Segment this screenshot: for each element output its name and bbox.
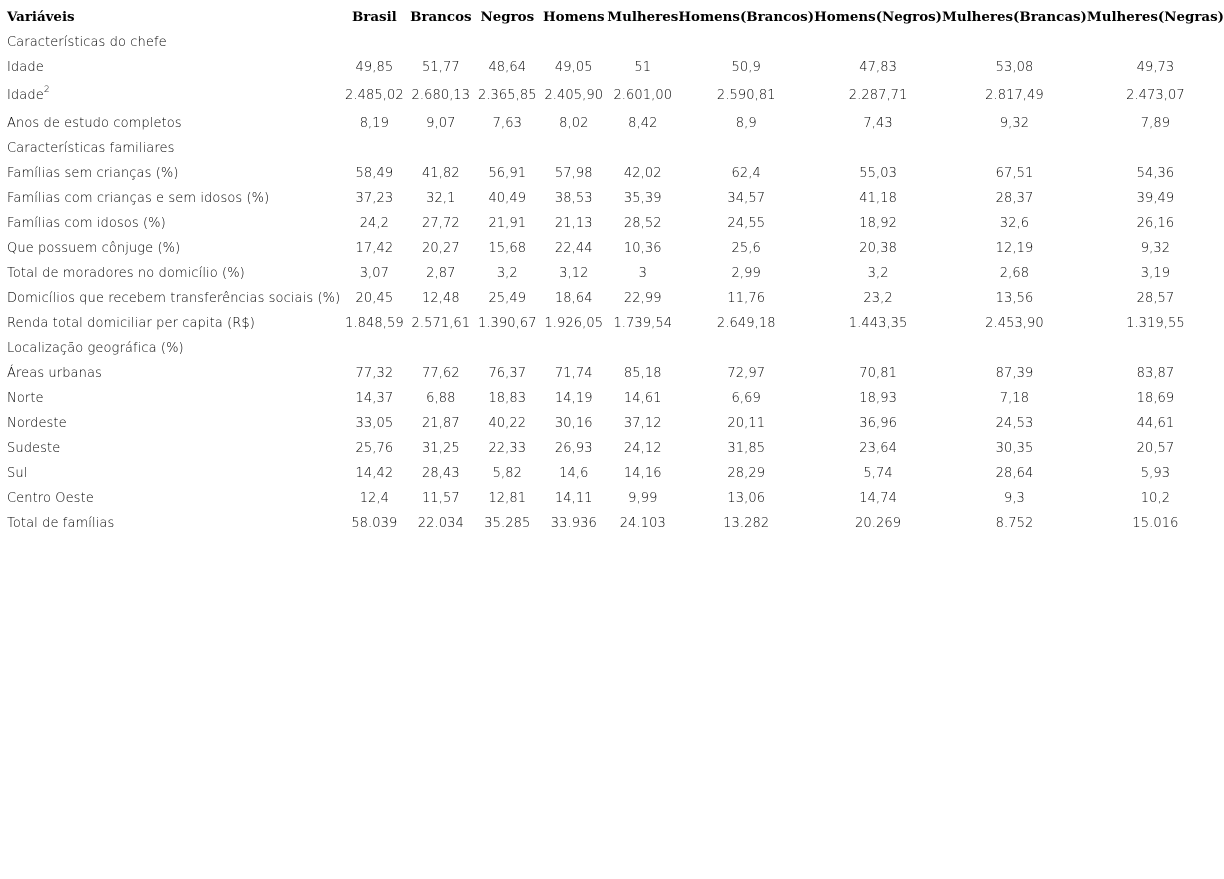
table-cell: 9,07: [426, 116, 456, 131]
table-cell: 20.269: [855, 516, 902, 531]
table-cell: 40,22: [488, 416, 527, 431]
table-cell: [540, 136, 607, 161]
table-cell: 20,38: [859, 241, 897, 256]
table-cell: 33,05: [355, 416, 394, 431]
table-cell: 21,91: [488, 216, 527, 231]
table-cell: [678, 336, 814, 361]
table-cell: 21,13: [554, 216, 593, 231]
table-cell: 24.103: [619, 516, 666, 531]
table-cell: 3: [638, 266, 647, 281]
table-row: [4, 161, 1224, 186]
table-cell: 28,57: [1136, 291, 1175, 306]
table-row: [4, 311, 1224, 336]
row-label-text: Renda total domiciliar per capita (R$): [7, 316, 255, 331]
table-cell: 7,43: [863, 116, 893, 131]
table-cell: 58.039: [351, 516, 398, 531]
row-label: [4, 111, 341, 136]
row-label-text: Sudeste: [7, 441, 61, 456]
table-cell: 8,42: [628, 116, 658, 131]
table-cell: 24,55: [727, 216, 766, 231]
table-cell: 25,49: [488, 291, 527, 306]
row-label: [4, 361, 341, 386]
table-cell: 13,06: [727, 491, 766, 506]
table-cell: [678, 30, 814, 55]
table-cell: 5,82: [492, 466, 522, 481]
table-cell: [607, 336, 678, 361]
section-label: [4, 30, 341, 55]
table-cell: 35.285: [484, 516, 531, 531]
table-cell: 13.282: [723, 516, 770, 531]
table-cell: 2.365,85: [477, 88, 537, 103]
table-cell: 32,1: [426, 191, 456, 206]
table-row: [4, 511, 1224, 536]
table-cell: 7,63: [492, 116, 522, 131]
table-row: [4, 461, 1224, 486]
header-negros: Negros: [480, 9, 535, 25]
table-cell: 2.453,90: [985, 316, 1044, 331]
table-cell: 20,57: [1136, 441, 1175, 456]
table-cell: 3,07: [359, 266, 390, 281]
row-label-text: Domicílios que recebem transferências sociais (%): [7, 291, 341, 306]
row-label-text: Características do chefe: [7, 35, 167, 50]
row-label-text: Sul: [7, 466, 28, 481]
table-cell: 26,93: [554, 441, 593, 456]
table-cell: 3,12: [559, 266, 589, 281]
row-label-superscript: 2: [43, 85, 50, 95]
table-cell: 7,89: [1140, 116, 1171, 131]
table-cell: 6,88: [426, 391, 456, 406]
table-cell: [474, 136, 540, 161]
table-cell: 76,37: [488, 366, 527, 381]
table-cell: 9,99: [628, 491, 658, 506]
table-cell: 2.817,49: [985, 88, 1044, 103]
table-cell: 17,42: [355, 241, 394, 256]
row-label: [4, 436, 341, 461]
table-cell: 2.601,00: [613, 88, 673, 103]
table-cell: 2.287,71: [848, 88, 908, 103]
table-cell: 12,4: [359, 491, 390, 506]
row-label-text: Idade: [7, 88, 44, 103]
table-cell: 28,29: [727, 466, 766, 481]
table-cell: 37,23: [355, 191, 394, 206]
table-cell: [1087, 136, 1224, 161]
section-row: [4, 30, 1224, 55]
row-label-text: Total de famílias: [7, 516, 115, 531]
table-cell: [1087, 336, 1224, 361]
row-label-text: Anos de estudo completos: [7, 116, 182, 131]
row-label: [4, 461, 341, 486]
table-cell: 18,83: [488, 391, 527, 406]
table-cell: 39,49: [1136, 191, 1175, 206]
table-cell: 67,51: [995, 166, 1034, 181]
table-cell: 1.443,35: [848, 316, 908, 331]
row-label-text: Idade: [7, 60, 44, 75]
table-cell: 49,85: [355, 60, 394, 75]
table-cell: [540, 336, 607, 361]
table-cell: 25,6: [731, 241, 761, 256]
table-cell: 10,2: [1140, 491, 1171, 506]
table-cell: [1087, 30, 1224, 55]
table-cell: 8,02: [559, 116, 589, 131]
table-cell: 37,12: [623, 416, 662, 431]
table-cell: 8.752: [995, 516, 1034, 531]
table-cell: 22,99: [623, 291, 662, 306]
table-cell: 7,18: [999, 391, 1030, 406]
row-label-text: Localização geográfica (%): [7, 341, 184, 356]
table-cell: 77,62: [421, 366, 460, 381]
table-cell: 41,82: [421, 166, 460, 181]
table-cell: 18,92: [859, 216, 897, 231]
table-cell: 50,9: [731, 60, 761, 75]
table-cell: 2.571,61: [411, 316, 471, 331]
row-label-text: Nordeste: [7, 416, 67, 431]
table-cell: 18,64: [554, 291, 593, 306]
table-cell: 1.390,67: [477, 316, 537, 331]
header-homens-negros: Homens(Negros): [814, 9, 943, 25]
table-cell: 14,16: [623, 466, 662, 481]
row-label-text: Famílias com crianças e sem idosos (%): [7, 191, 270, 206]
table-cell: 40,49: [488, 191, 527, 206]
table-cell: 27,72: [421, 216, 460, 231]
table-cell: 15,68: [488, 241, 527, 256]
data-table: [4, 5, 1224, 536]
table-cell: 36,96: [859, 416, 897, 431]
section-row: [4, 136, 1224, 161]
row-label: [4, 55, 341, 80]
table-cell: 24,12: [623, 441, 662, 456]
table-cell: 22,33: [488, 441, 527, 456]
table-cell: 38,53: [554, 191, 593, 206]
header-brancos: Brancos: [410, 9, 472, 25]
table-cell: [942, 136, 1087, 161]
table-cell: 1.926,05: [544, 316, 604, 331]
table-cell: 87,39: [995, 366, 1034, 381]
table-cell: 22,44: [554, 241, 593, 256]
table-cell: 30,35: [995, 441, 1034, 456]
table-cell: 9,3: [1003, 491, 1025, 506]
table-cell: 10,36: [623, 241, 662, 256]
row-label-text: Que possuem cônjuge (%): [7, 241, 181, 256]
table-cell: 8,9: [735, 116, 757, 131]
row-label-text: Norte: [7, 391, 44, 406]
table-cell: 11,76: [727, 291, 766, 306]
table-row: [4, 386, 1224, 411]
row-label-text: Centro Oeste: [7, 491, 94, 506]
table-row: [4, 236, 1224, 261]
table-cell: 28,64: [995, 466, 1034, 481]
table-row: [4, 411, 1224, 436]
table-cell: 30,16: [554, 416, 593, 431]
table-cell: [407, 30, 474, 55]
row-label: [4, 211, 341, 236]
table-cell: 8,19: [359, 116, 390, 131]
table-cell: 22.034: [417, 516, 464, 531]
table-body: [4, 30, 1224, 536]
table-cell: 20,45: [355, 291, 394, 306]
table-cell: 2.590,81: [716, 88, 776, 103]
table-cell: 3,19: [1140, 266, 1171, 281]
table-cell: [341, 136, 407, 161]
table-row: [4, 286, 1224, 311]
table-cell: [814, 30, 942, 55]
table-cell: 71,74: [554, 366, 593, 381]
table-cell: 83,87: [1136, 366, 1175, 381]
section-label: [4, 136, 341, 161]
table-row: [4, 436, 1224, 461]
header-mulheres-negras: Mulheres(Negras): [1086, 9, 1224, 25]
table-cell: 33.936: [550, 516, 597, 531]
table-cell: 44,61: [1136, 416, 1175, 431]
table-cell: 57,98: [554, 166, 593, 181]
header-variaveis: Variáveis: [7, 9, 75, 25]
table-cell: 14,42: [355, 466, 394, 481]
table-row: [4, 261, 1224, 286]
table-cell: 21,87: [421, 416, 460, 431]
table-cell: 72,97: [727, 366, 766, 381]
table-row: [4, 361, 1224, 386]
table-cell: [407, 136, 474, 161]
row-label: [4, 311, 341, 336]
table-cell: 49,05: [554, 60, 593, 75]
table-cell: 14,6: [559, 466, 589, 481]
table-cell: 13,56: [995, 291, 1034, 306]
table-row: [4, 80, 1224, 111]
table-cell: 2.680,13: [411, 88, 471, 103]
table-cell: 41,18: [859, 191, 897, 206]
header-mulheres-brancas: Mulheres(Brancas): [942, 9, 1087, 25]
row-label: [4, 236, 341, 261]
header-row: [4, 5, 1224, 30]
table-cell: [607, 30, 678, 55]
table-cell: 54,36: [1136, 166, 1175, 181]
table-cell: 1.319,55: [1126, 316, 1185, 331]
table-cell: 31,85: [727, 441, 766, 456]
table-cell: [474, 30, 540, 55]
table-cell: 2.473,07: [1126, 88, 1185, 103]
table-cell: 28,37: [995, 191, 1034, 206]
table-cell: 31,25: [421, 441, 460, 456]
table-cell: 23,64: [859, 441, 897, 456]
table-cell: [814, 336, 942, 361]
table-cell: 24,2: [359, 216, 390, 231]
table-cell: 20,11: [727, 416, 766, 431]
table-cell: 28,52: [623, 216, 662, 231]
table-cell: 14,37: [355, 391, 394, 406]
table-cell: 2,87: [426, 266, 456, 281]
table-cell: 9,32: [1140, 241, 1171, 256]
table-cell: 85,18: [623, 366, 662, 381]
table-row: [4, 111, 1224, 136]
table-cell: 24,53: [995, 416, 1034, 431]
table-cell: 3,2: [496, 266, 518, 281]
table-cell: 23,2: [863, 291, 893, 306]
table-cell: [341, 336, 407, 361]
table-row: [4, 211, 1224, 236]
table-row: [4, 55, 1224, 80]
header-mulheres: Mulheres: [607, 9, 679, 25]
row-label: [4, 261, 341, 286]
table-cell: 70,81: [859, 366, 897, 381]
table-cell: [474, 336, 540, 361]
table-cell: 5,74: [863, 466, 893, 481]
table-cell: 56,91: [488, 166, 527, 181]
table-cell: 53,08: [995, 60, 1034, 75]
header-homens: Homens: [543, 9, 605, 25]
row-label-text: Características familiares: [7, 141, 175, 156]
table-cell: 58,49: [355, 166, 394, 181]
table-cell: 18,93: [859, 391, 897, 406]
table-cell: [942, 30, 1087, 55]
row-label-text: Total de moradores no domicílio (%): [7, 266, 245, 281]
table-cell: 12,19: [995, 241, 1034, 256]
table-cell: 51,77: [421, 60, 460, 75]
table-cell: 12,81: [488, 491, 527, 506]
table-cell: 6,69: [731, 391, 761, 406]
table-cell: 62,4: [731, 166, 761, 181]
table-cell: 14,19: [554, 391, 593, 406]
table-cell: 2,99: [731, 266, 761, 281]
table-cell: 15.016: [1132, 516, 1179, 531]
table-cell: 1.739,54: [613, 316, 673, 331]
row-label-text: Famílias com idosos (%): [7, 216, 166, 231]
table-cell: 9,32: [999, 116, 1030, 131]
table-cell: [407, 336, 474, 361]
table-cell: [942, 336, 1087, 361]
table-cell: 12,48: [421, 291, 460, 306]
table-cell: 14,11: [554, 491, 593, 506]
table-cell: 14,74: [859, 491, 897, 506]
table-cell: 11,57: [421, 491, 460, 506]
table-cell: 42,02: [623, 166, 662, 181]
row-label: [4, 161, 341, 186]
section-row: [4, 336, 1224, 361]
table-cell: 26,16: [1136, 216, 1175, 231]
table-cell: 34,57: [727, 191, 766, 206]
row-label: [4, 80, 341, 111]
table-cell: 20,27: [421, 241, 460, 256]
row-label-text: Áreas urbanas: [7, 366, 102, 381]
section-label: [4, 336, 341, 361]
table-cell: 35,39: [623, 191, 662, 206]
row-label: [4, 186, 341, 211]
table-cell: 2.485,02: [345, 88, 404, 103]
table-cell: 5,93: [1140, 466, 1171, 481]
table-cell: 51: [634, 60, 652, 75]
row-label-text: Famílias sem crianças (%): [7, 166, 179, 181]
table-cell: 18,69: [1136, 391, 1175, 406]
table-cell: 14,61: [623, 391, 662, 406]
table-cell: [678, 136, 814, 161]
table-cell: 2.649,18: [716, 316, 776, 331]
table-cell: [607, 136, 678, 161]
table-row: [4, 186, 1224, 211]
table-cell: 32,6: [999, 216, 1030, 231]
table-cell: [341, 30, 407, 55]
table-cell: 48,64: [488, 60, 527, 75]
table-cell: [540, 30, 607, 55]
table-cell: 2,68: [999, 266, 1030, 281]
table-cell: 49,73: [1136, 60, 1175, 75]
table-cell: 25,76: [355, 441, 394, 456]
table-cell: 2.405,90: [544, 88, 604, 103]
header-brasil: Brasil: [351, 9, 397, 25]
table-cell: 55,03: [859, 166, 897, 181]
table-cell: 28,43: [421, 466, 460, 481]
table-cell: 1.848,59: [345, 316, 404, 331]
table-cell: 77,32: [355, 366, 394, 381]
table-row: [4, 486, 1224, 511]
row-label: [4, 511, 341, 536]
header-homens-brancos: Homens(Brancos): [678, 9, 815, 25]
table-cell: [814, 136, 942, 161]
row-label: [4, 286, 341, 311]
table-cell: 47,83: [859, 60, 897, 75]
row-label: [4, 411, 341, 436]
table-cell: 3,2: [867, 266, 889, 281]
row-label: [4, 386, 341, 411]
row-label: [4, 486, 341, 511]
